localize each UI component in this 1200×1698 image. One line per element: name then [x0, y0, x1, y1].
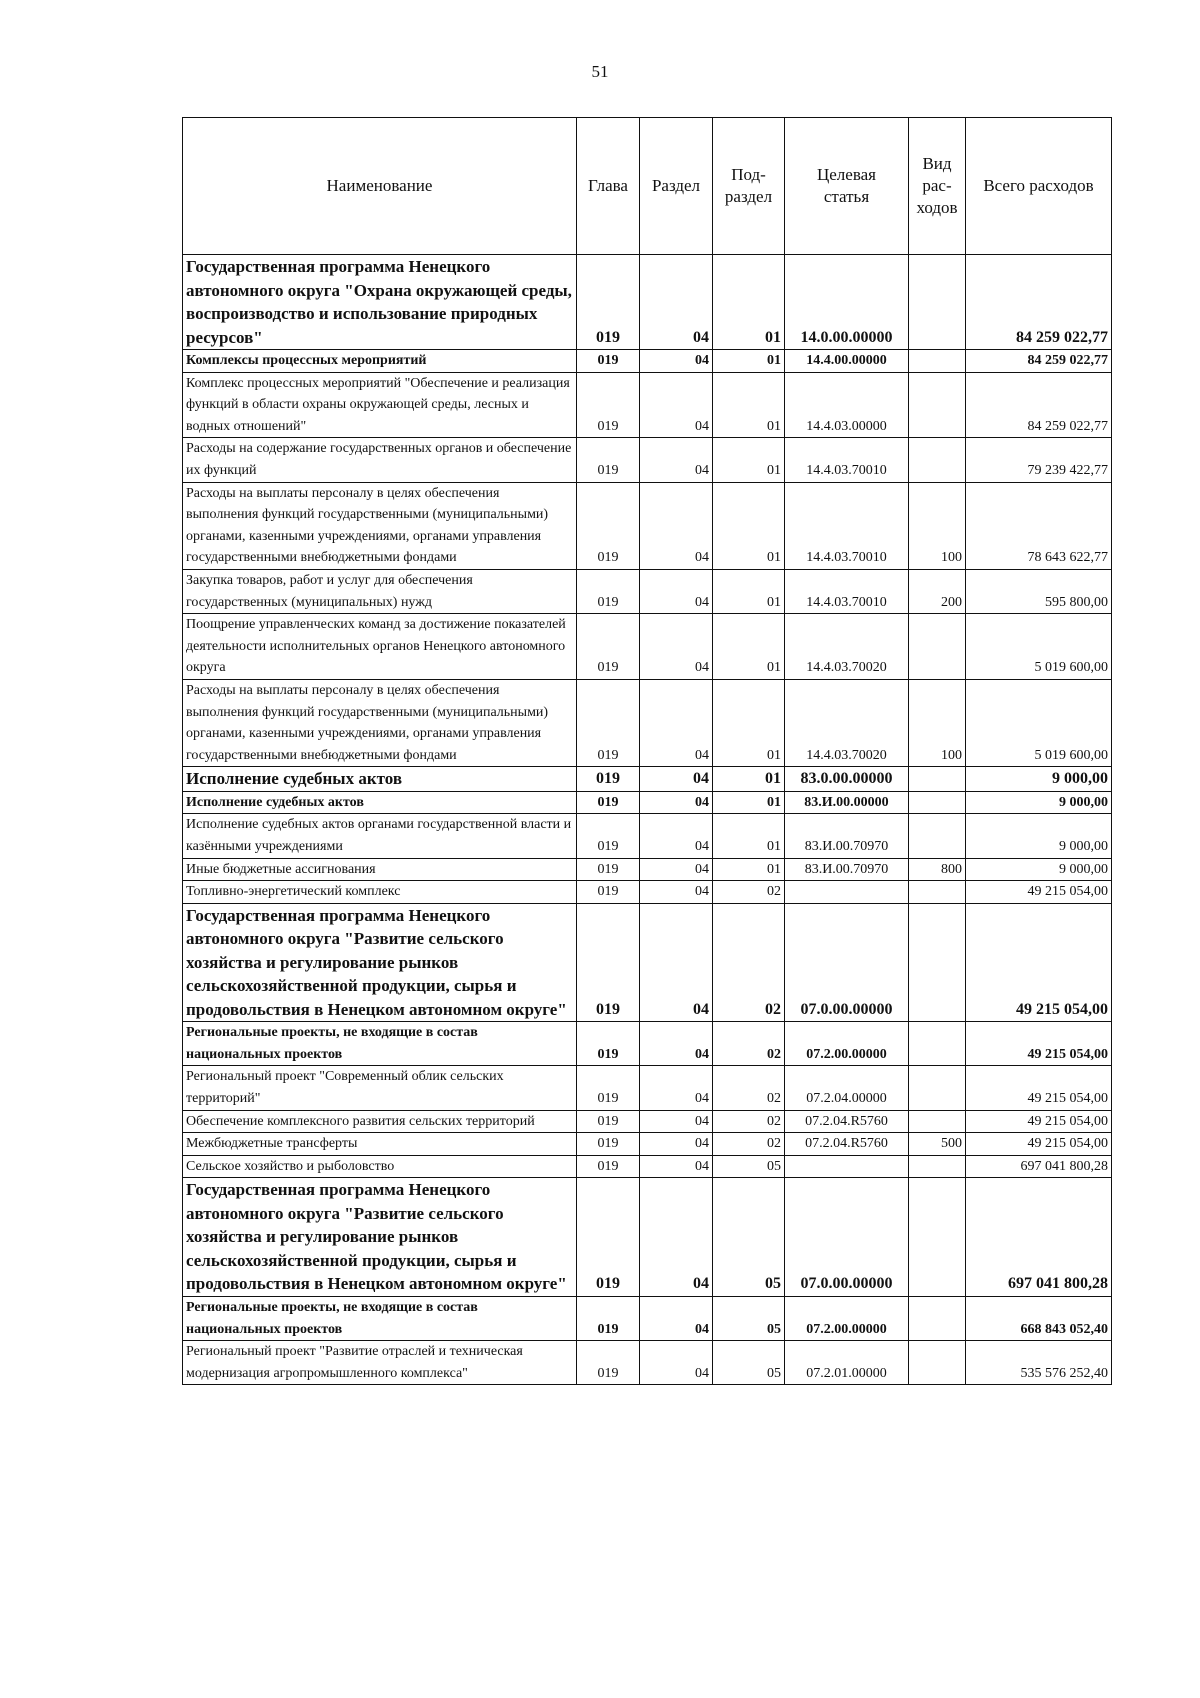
cell-razdel: 04: [640, 881, 713, 904]
cell-name: Исполнение судебных актов: [183, 791, 577, 814]
cell-total: 49 215 054,00: [966, 1110, 1112, 1133]
table-row: [183, 255, 1112, 350]
cell-vid: [909, 1155, 966, 1178]
cell-podrazdel: 01: [713, 438, 785, 482]
table-row: [183, 372, 1112, 438]
header-total: Всего расходов: [966, 118, 1112, 255]
cell-podrazdel: 01: [713, 858, 785, 881]
cell-podrazdel: 02: [713, 1110, 785, 1133]
cell-total: 84 259 022,77: [966, 255, 1112, 350]
header-vid: Вид рас- ходов: [909, 118, 966, 255]
cell-podrazdel: 02: [713, 1133, 785, 1156]
cell-glava: 019: [577, 350, 640, 373]
cell-razdel: 04: [640, 1066, 713, 1110]
cell-target: 14.4.03.70020: [785, 614, 909, 680]
cell-vid: [909, 903, 966, 1022]
cell-name: Закупка товаров, работ и услуг для обеспечения государственных (муниципальных) нужд: [183, 569, 577, 613]
cell-target: 14.4.03.70020: [785, 679, 909, 766]
cell-total: 9 000,00: [966, 767, 1112, 792]
cell-target: 83.И.00.00000: [785, 791, 909, 814]
cell-razdel: 04: [640, 1022, 713, 1066]
cell-vid: [909, 350, 966, 373]
cell-podrazdel: 02: [713, 1022, 785, 1066]
cell-razdel: 04: [640, 569, 713, 613]
cell-podrazdel: 01: [713, 679, 785, 766]
cell-razdel: 04: [640, 438, 713, 482]
cell-vid: 200: [909, 569, 966, 613]
cell-target: [785, 1155, 909, 1178]
cell-total: 78 643 622,77: [966, 482, 1112, 569]
cell-vid: [909, 1066, 966, 1110]
table-row: [183, 1066, 1112, 1110]
cell-target: 14.4.00.00000: [785, 350, 909, 373]
cell-total: 9 000,00: [966, 858, 1112, 881]
cell-razdel: 04: [640, 255, 713, 350]
cell-podrazdel: 02: [713, 903, 785, 1022]
cell-target: 83.И.00.70970: [785, 858, 909, 881]
cell-podrazdel: 01: [713, 350, 785, 373]
table-row: [183, 1296, 1112, 1340]
cell-total: 697 041 800,28: [966, 1155, 1112, 1178]
cell-razdel: 04: [640, 814, 713, 858]
cell-target: 07.2.04.R5760: [785, 1110, 909, 1133]
cell-glava: 019: [577, 679, 640, 766]
table-row: [183, 679, 1112, 766]
cell-podrazdel: 01: [713, 372, 785, 438]
cell-vid: 500: [909, 1133, 966, 1156]
cell-name: Региональный проект "Развитие отраслей и техническая модернизация агропромышленного комплекса": [183, 1341, 577, 1385]
table-row: [183, 1110, 1112, 1133]
cell-total: 5 019 600,00: [966, 679, 1112, 766]
cell-glava: 019: [577, 1022, 640, 1066]
cell-target: 14.4.03.70010: [785, 438, 909, 482]
table-row: [183, 903, 1112, 1022]
cell-glava: 019: [577, 1155, 640, 1178]
cell-glava: 019: [577, 858, 640, 881]
cell-target: 14.4.03.70010: [785, 482, 909, 569]
table-row: [183, 1178, 1112, 1297]
table-row: [183, 881, 1112, 904]
cell-target: 83.0.00.00000: [785, 767, 909, 792]
cell-podrazdel: 01: [713, 569, 785, 613]
cell-glava: 019: [577, 1066, 640, 1110]
cell-glava: 019: [577, 791, 640, 814]
cell-name: Государственная программа Ненецкого автономного округа "Развитие сельского хозяйства и регулирование рынков сельскохозяйственной продукции, сырья и продовольствия в Ненецком автономном округе": [183, 1178, 577, 1297]
cell-razdel: 04: [640, 903, 713, 1022]
cell-target: [785, 881, 909, 904]
cell-total: 84 259 022,77: [966, 372, 1112, 438]
cell-razdel: 04: [640, 791, 713, 814]
cell-podrazdel: 01: [713, 767, 785, 792]
cell-total: 535 576 252,40: [966, 1341, 1112, 1385]
cell-vid: 800: [909, 858, 966, 881]
cell-glava: 019: [577, 814, 640, 858]
cell-glava: 019: [577, 767, 640, 792]
cell-razdel: 04: [640, 1133, 713, 1156]
cell-vid: 100: [909, 679, 966, 766]
header-razdel: Раздел: [640, 118, 713, 255]
cell-vid: [909, 881, 966, 904]
cell-total: 49 215 054,00: [966, 903, 1112, 1022]
cell-name: Исполнение судебных актов: [183, 767, 577, 792]
cell-vid: [909, 438, 966, 482]
cell-total: 84 259 022,77: [966, 350, 1112, 373]
cell-glava: 019: [577, 1296, 640, 1340]
cell-vid: [909, 767, 966, 792]
cell-total: 595 800,00: [966, 569, 1112, 613]
cell-podrazdel: 01: [713, 614, 785, 680]
cell-name: Межбюджетные трансферты: [183, 1133, 577, 1156]
cell-glava: 019: [577, 881, 640, 904]
budget-table: [182, 117, 1112, 1385]
cell-podrazdel: 01: [713, 814, 785, 858]
header-glava: Глава: [577, 118, 640, 255]
cell-name: Исполнение судебных актов органами государственной власти и казёнными учреждениями: [183, 814, 577, 858]
cell-total: 49 215 054,00: [966, 1066, 1112, 1110]
cell-target: 07.2.00.00000: [785, 1296, 909, 1340]
cell-glava: 019: [577, 1178, 640, 1297]
cell-razdel: 04: [640, 350, 713, 373]
cell-vid: 100: [909, 482, 966, 569]
table-row: [183, 614, 1112, 680]
cell-target: 07.0.00.00000: [785, 1178, 909, 1297]
cell-total: 5 019 600,00: [966, 614, 1112, 680]
cell-glava: 019: [577, 614, 640, 680]
cell-vid: [909, 614, 966, 680]
cell-name: Расходы на выплаты персоналу в целях обеспечения выполнения функций государственными (муниципальными) органами, казенными учреждениями, органами управления государственными внебюджетными фондами: [183, 482, 577, 569]
cell-total: 49 215 054,00: [966, 1133, 1112, 1156]
cell-name: Комплекс процессных мероприятий "Обеспечение и реализация функций в области охраны окружающей среды, лесных и водных отношений": [183, 372, 577, 438]
cell-glava: 019: [577, 569, 640, 613]
cell-razdel: 04: [640, 679, 713, 766]
cell-glava: 019: [577, 1133, 640, 1156]
cell-total: 9 000,00: [966, 791, 1112, 814]
cell-name: Комплексы процессных мероприятий: [183, 350, 577, 373]
table-header-row: [183, 118, 1112, 255]
cell-name: Иные бюджетные ассигнования: [183, 858, 577, 881]
cell-podrazdel: 02: [713, 881, 785, 904]
cell-razdel: 04: [640, 1178, 713, 1297]
page-number: 51: [591, 62, 609, 81]
cell-name: Расходы на содержание государственных органов и обеспечение их функций: [183, 438, 577, 482]
cell-vid: [909, 814, 966, 858]
cell-vid: [909, 791, 966, 814]
cell-razdel: 04: [640, 1110, 713, 1133]
table-row: [183, 482, 1112, 569]
table-row: [183, 858, 1112, 881]
cell-name: Региональные проекты, не входящие в состав национальных проектов: [183, 1022, 577, 1066]
table-row: [183, 1133, 1112, 1156]
cell-name: Государственная программа Ненецкого автономного округа "Развитие сельского хозяйства и регулирование рынков сельскохозяйственной продукции, сырья и продовольствия в Ненецком автономном округе": [183, 903, 577, 1022]
cell-razdel: 04: [640, 1296, 713, 1340]
cell-glava: 019: [577, 903, 640, 1022]
cell-total: 49 215 054,00: [966, 881, 1112, 904]
cell-name: Региональный проект "Современный облик сельских территорий": [183, 1066, 577, 1110]
cell-vid: [909, 372, 966, 438]
cell-target: 07.2.04.R5760: [785, 1133, 909, 1156]
cell-podrazdel: 01: [713, 255, 785, 350]
cell-podrazdel: 05: [713, 1178, 785, 1297]
cell-podrazdel: 05: [713, 1155, 785, 1178]
header-name: Наименование: [183, 118, 577, 255]
table-row: [183, 1155, 1112, 1178]
cell-total: 697 041 800,28: [966, 1178, 1112, 1297]
cell-name: Топливно-энергетический комплекс: [183, 881, 577, 904]
table-row: [183, 350, 1112, 373]
cell-vid: [909, 1110, 966, 1133]
cell-podrazdel: 05: [713, 1296, 785, 1340]
cell-razdel: 04: [640, 1341, 713, 1385]
cell-target: 07.2.04.00000: [785, 1066, 909, 1110]
cell-target: 07.0.00.00000: [785, 903, 909, 1022]
header-target: Целевая статья: [785, 118, 909, 255]
cell-target: 83.И.00.70970: [785, 814, 909, 858]
cell-razdel: 04: [640, 1155, 713, 1178]
cell-podrazdel: 01: [713, 791, 785, 814]
cell-razdel: 04: [640, 482, 713, 569]
cell-glava: 019: [577, 1341, 640, 1385]
cell-name: Сельское хозяйство и рыболовство: [183, 1155, 577, 1178]
cell-vid: [909, 1178, 966, 1297]
cell-glava: 019: [577, 372, 640, 438]
cell-glava: 019: [577, 1110, 640, 1133]
cell-vid: [909, 1296, 966, 1340]
cell-vid: [909, 255, 966, 350]
cell-name: Обеспечение комплексного развития сельских территорий: [183, 1110, 577, 1133]
table-row: [183, 791, 1112, 814]
cell-name: Поощрение управленческих команд за достижение показателей деятельности исполнительных органов Ненецкого автономного округа: [183, 614, 577, 680]
cell-name: Государственная программа Ненецкого автономного округа "Охрана окружающей среды, воспроизводство и использование природных ресурсов": [183, 255, 577, 350]
table-row: [183, 438, 1112, 482]
cell-razdel: 04: [640, 372, 713, 438]
table-row: [183, 1022, 1112, 1066]
cell-total: 668 843 052,40: [966, 1296, 1112, 1340]
cell-glava: 019: [577, 255, 640, 350]
cell-target: 14.4.03.70010: [785, 569, 909, 613]
table-row: [183, 1341, 1112, 1385]
table-row: [183, 767, 1112, 792]
table-row: [183, 814, 1112, 858]
cell-total: 79 239 422,77: [966, 438, 1112, 482]
cell-target: 07.2.00.00000: [785, 1022, 909, 1066]
cell-razdel: 04: [640, 767, 713, 792]
cell-glava: 019: [577, 438, 640, 482]
cell-target: 14.0.00.00000: [785, 255, 909, 350]
cell-glava: 019: [577, 482, 640, 569]
header-podrazdel: Под- раздел: [713, 118, 785, 255]
table-row: [183, 569, 1112, 613]
cell-razdel: 04: [640, 614, 713, 680]
cell-total: 49 215 054,00: [966, 1022, 1112, 1066]
cell-target: 14.4.03.00000: [785, 372, 909, 438]
cell-vid: [909, 1341, 966, 1385]
cell-podrazdel: 01: [713, 482, 785, 569]
cell-total: 9 000,00: [966, 814, 1112, 858]
cell-vid: [909, 1022, 966, 1066]
cell-target: 07.2.01.00000: [785, 1341, 909, 1385]
cell-razdel: 04: [640, 858, 713, 881]
cell-name: Региональные проекты, не входящие в состав национальных проектов: [183, 1296, 577, 1340]
cell-podrazdel: 02: [713, 1066, 785, 1110]
cell-podrazdel: 05: [713, 1341, 785, 1385]
cell-name: Расходы на выплаты персоналу в целях обеспечения выполнения функций государственными (муниципальными) органами, казенными учреждениями, органами управления государственными внебюджетными фондами: [183, 679, 577, 766]
